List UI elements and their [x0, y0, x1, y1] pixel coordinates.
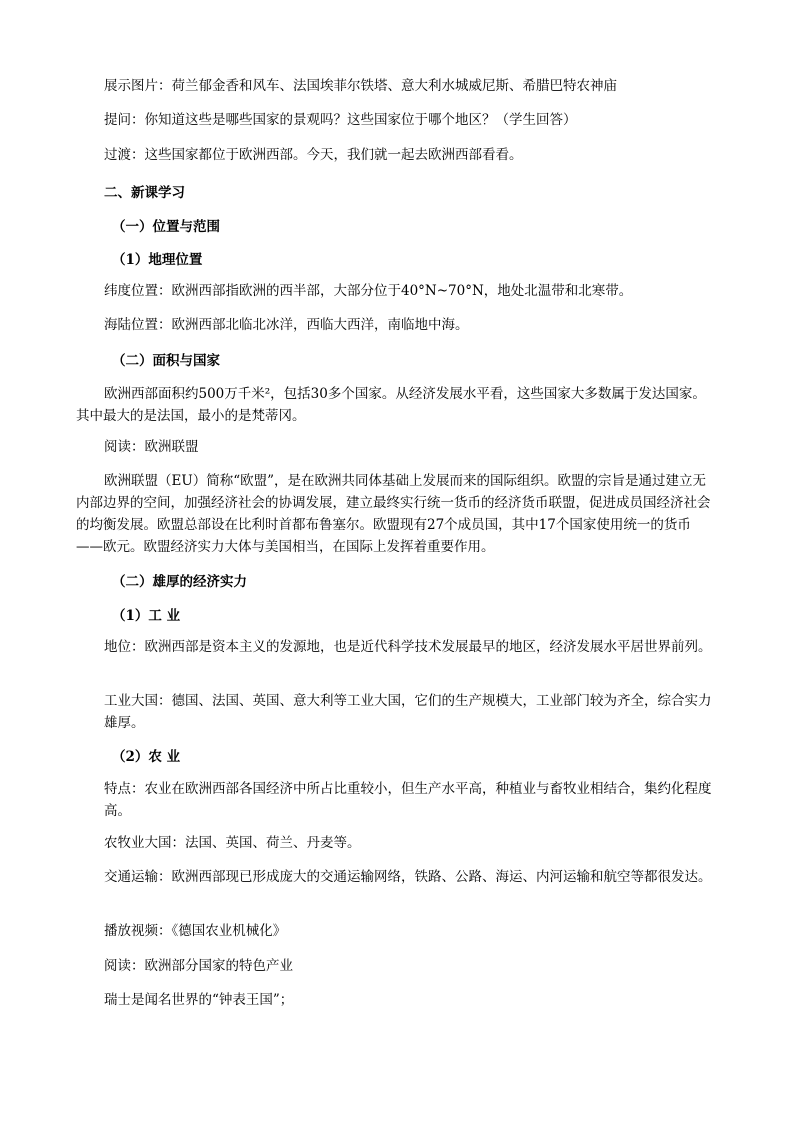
agriculture-features-paragraph: 特点：农业在欧洲西部各国经济中所占比重较小，但生产水平高，种植业与畜牧业相结合，集约化程度高。 [104, 781, 712, 819]
switzerland-line: 瑞士是闻名世界的“钟表王国”； [104, 992, 294, 1008]
heading-position-range: （一）位置与范围 [112, 219, 220, 235]
reading-eu-line: 阅读：欧洲联盟 [104, 439, 199, 455]
heading-industry: （1）工 业 [112, 608, 181, 624]
section-heading-new-lesson: 二、新课学习 [104, 185, 185, 201]
show-pictures-line: 展示图片：荷兰郁金香和风车、法国埃菲尔铁塔、意大利水城威尼斯、希腊巴特农神庙 [104, 78, 617, 94]
agriculture-powers-line: 农牧业大国：法国、英国、荷兰、丹麦等。 [104, 835, 361, 851]
reading-industries-line: 阅读：欧洲部分国家的特色产业 [104, 958, 293, 974]
heading-geographic-location: （1）地理位置 [112, 252, 203, 268]
video-line: 播放视频：《德国农业机械化》 [104, 923, 287, 939]
question-line: 提问：你知道这些是哪些国家的景观吗？这些国家位于哪个地区？（学生回答） [104, 112, 577, 128]
heading-agriculture: （2）农 业 [112, 749, 181, 765]
heading-economic-strength: （二）雄厚的经济实力 [112, 574, 247, 590]
industrial-powers-paragraph: 工业大国：德国、法国、英国、意大利等工业大国，它们的生产规模大，工业部门较为齐全，综合实力雄厚。 [104, 693, 712, 731]
eu-paragraph: 欧洲联盟（EU）简称“欧盟”，是在欧洲共同体基础上发展而来的国际组织。欧盟的宗旨是通过建立无内部边界的空间，加强经济社会的协调发展，建立最终实行统一货币的经济货币联盟，促进成员国经济社会的均衡发展。欧盟总部设在比利时首都布鲁塞尔。欧盟现有27个成员国，其中17个国家使用统一的货币——欧元。欧盟经济实力大体与美国相当，在国际上发挥着重要作用。 [76, 473, 711, 555]
heading-area-countries: （二）面积与国家 [112, 353, 220, 369]
area-paragraph: 欧洲西部面积约500万千米²，包括30多个国家。从经济发展水平看，这些国家大多数属于发达国家。其中最大的是法国，最小的是梵蒂冈。 [76, 386, 706, 424]
transport-paragraph: 交通运输：欧洲西部现已形成庞大的交通运输网络，铁路、公路、海运、内河运输和航空等都很发达。 [104, 869, 712, 885]
status-paragraph: 地位：欧洲西部是资本主义的发源地，也是近代科学技术发展最早的地区，经济发展水平居世界前列。 [104, 639, 712, 655]
transition-line: 过渡：这些国家都位于欧洲西部。今天，我们就一起去欧洲西部看看。 [104, 147, 523, 163]
latitude-line: 纬度位置：欧洲西部指欧洲的西半部，大部分位于40°N~70°N，地处北温带和北寒带。 [104, 283, 633, 299]
sea-land-line: 海陆位置：欧洲西部北临北冰洋，西临大西洋，南临地中海。 [104, 317, 469, 333]
